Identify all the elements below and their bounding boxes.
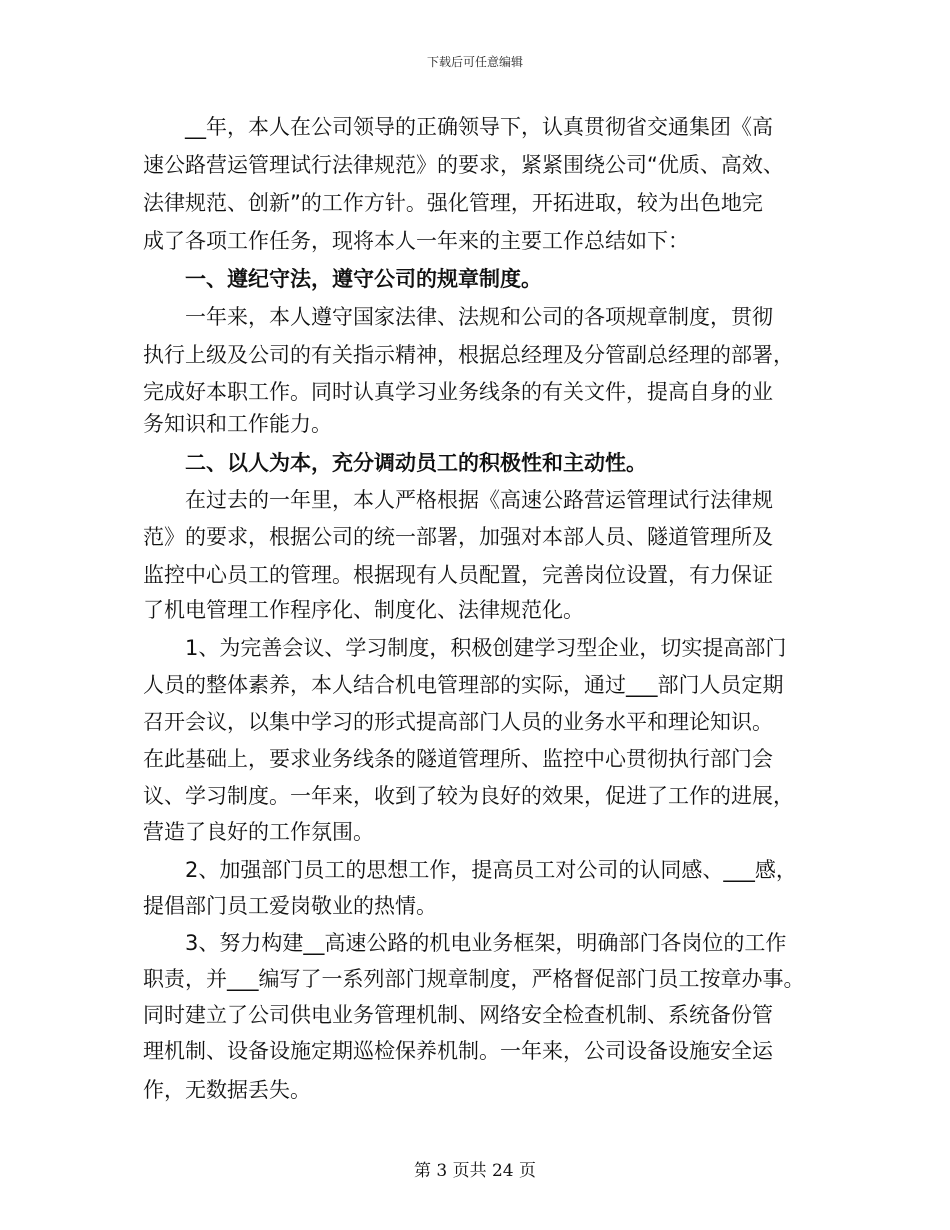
text-line: 1、为完善会议、学习制度，积极创建学习型企业，切实提高部门 bbox=[185, 636, 787, 660]
text-line: 议、学习制度。一年来，收到了较为良好的效果，促进了工作的进展， bbox=[143, 784, 794, 808]
text-line: 召开会议，以集中学习的形式提高部门人员的业务水平和理论知识。 bbox=[143, 710, 773, 734]
page-number: 第 3 页共 24 页 bbox=[413, 1161, 537, 1181]
text-line: 2、加强部门员工的思想工作，提高员工对公司的认同感、___感， bbox=[185, 858, 797, 882]
text-line: 执行上级及公司的有关指示精神，根据总经理及分管副总经理的部署， bbox=[143, 343, 794, 367]
text-line: 成了各项工作任务，现将本人一年来的主要工作总结如下： bbox=[143, 229, 689, 253]
text-line: 范》的要求，根据公司的统一部署，加强对本部人员、隧道管理所及 bbox=[143, 525, 773, 549]
section-heading: 一、遵纪守法，遵守公司的规章制度。 bbox=[185, 267, 542, 291]
text-line: 人员的整体素养，本人结合机电管理部的实际，通过___部门人员定期 bbox=[143, 673, 784, 697]
text-line: 作，无数据丢失。 bbox=[143, 1078, 311, 1102]
text-line: 职责，并___编写了一系列部门规章制度，严格督促部门员工按章办事。 bbox=[143, 967, 805, 991]
section-heading: 二、以人为本，充分调动员工的积极性和主动性。 bbox=[185, 451, 647, 475]
text-line: 3、努力构建__高速公路的机电业务框架，明确部门各岗位的工作 bbox=[185, 931, 787, 955]
text-line: 提倡部门员工爱岗敬业的热情。 bbox=[143, 894, 437, 918]
text-line: 在此基础上，要求业务线条的隧道管理所、监控中心贯彻执行部门会 bbox=[143, 747, 773, 771]
text-line: 在过去的一年里，本人严格根据《高速公路营运管理试行法律规 bbox=[185, 488, 773, 512]
text-line: 了机电管理工作程序化、制度化、法律规范化。 bbox=[143, 598, 584, 622]
text-line: 理机制、设备设施定期巡检保养机制。一年来，公司设备设施安全运 bbox=[143, 1039, 773, 1063]
text-line: 完成好本职工作。同时认真学习业务线条的有关文件，提高自身的业 bbox=[143, 380, 773, 404]
text-line: 务知识和工作能力。 bbox=[143, 412, 332, 436]
text-line: 一年来，本人遵守国家法律、法规和公司的各项规章制度，贯彻 bbox=[185, 305, 773, 329]
text-line: 同时建立了公司供电业务管理机制、网络安全检查机制、系统备份管 bbox=[143, 1003, 773, 1027]
text-line: 速公路营运管理试行法律规范》的要求，紧紧围绕公司“优质、高效、 bbox=[143, 153, 784, 177]
text-line: __年，本人在公司领导的正确领导下，认真贯彻省交通集团《高 bbox=[185, 115, 773, 139]
text-line: 法律规范、创新”的工作方针。强化管理，开拓进取，较为出色地完 bbox=[143, 191, 763, 215]
page-header-note: 下载后可任意编辑 bbox=[426, 55, 523, 69]
text-line: 监控中心员工的管理。根据现有人员配置，完善岗位设置，有力保证 bbox=[143, 563, 773, 587]
text-line: 营造了良好的工作氛围。 bbox=[143, 820, 374, 844]
